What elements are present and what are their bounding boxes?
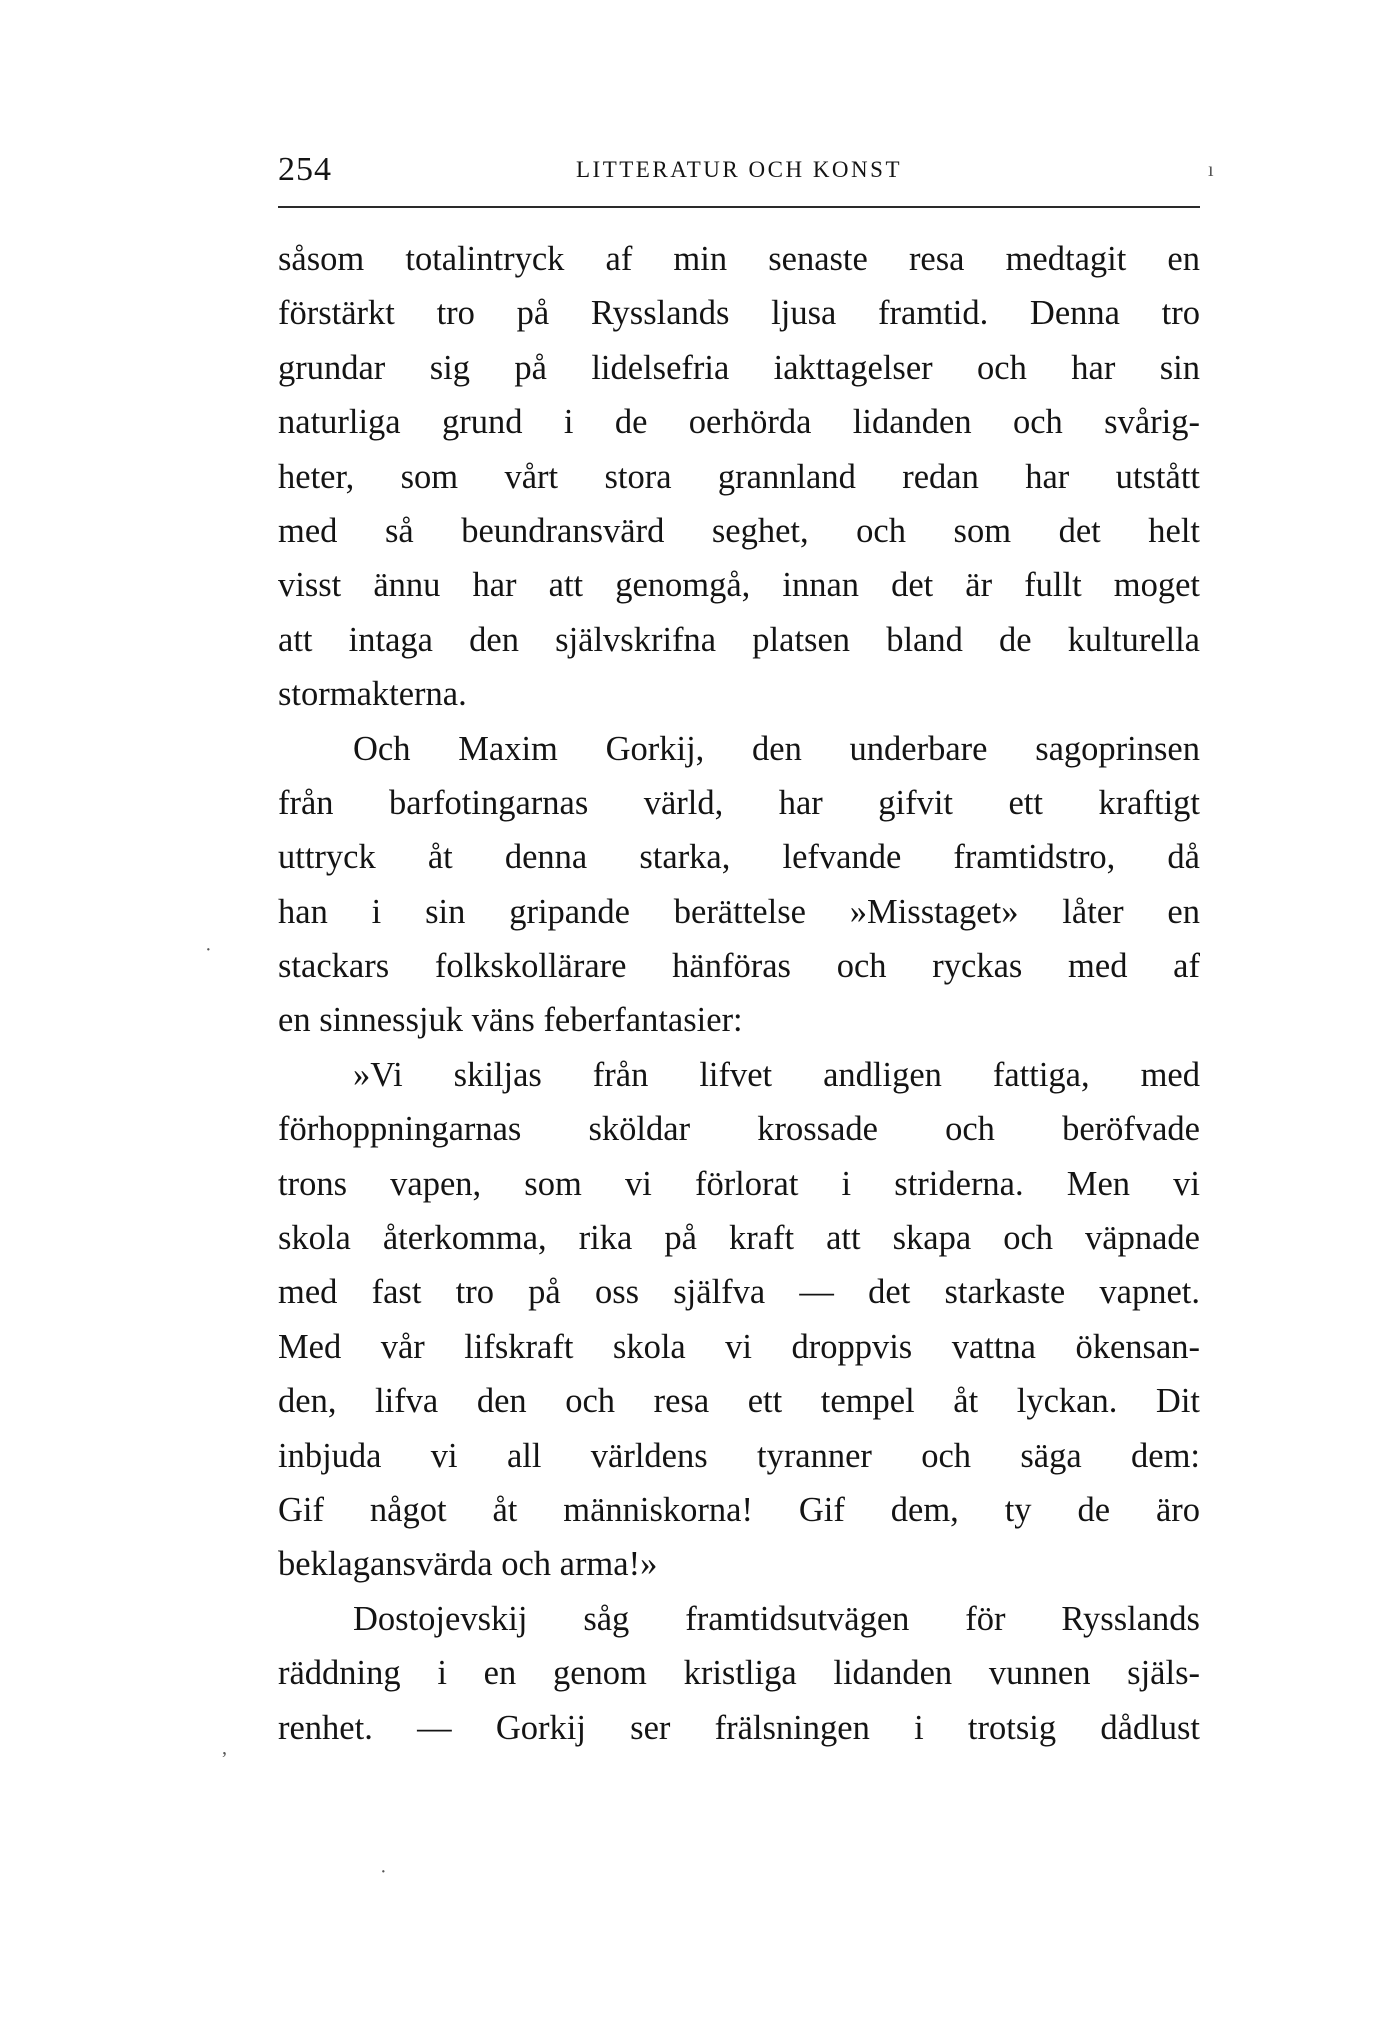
text-line: inbjuda vi all världens tyranner och säga dem: xyxy=(278,1436,1200,1475)
text-line: med fast tro på oss själfva — det starkaste vapnet. xyxy=(278,1273,1200,1312)
text-line: Med vår lifskraft skola vi droppvis vattna ökensan- xyxy=(278,1327,1200,1366)
paragraph-3-quotation xyxy=(278,1048,1200,1592)
text-line: trons vapen, som vi förlorat i striderna. Men vi xyxy=(278,1164,1200,1203)
text-line: med så beundransvärd seghet, och som det helt xyxy=(278,511,1200,550)
text-line: beklagansvärda och arma!» xyxy=(278,1545,658,1584)
paragraph-1 xyxy=(278,232,1200,722)
text-line: heter, som vårt stora grannland redan har utstått xyxy=(278,457,1200,496)
margin-speck: · xyxy=(380,1861,387,1883)
text-line: Dostojevskij såg framtidsutvägen för Rysslands xyxy=(353,1599,1200,1638)
text-line: förhoppningarnas sköldar krossade och beröfvade xyxy=(278,1110,1200,1149)
text-line: skola återkomma, rika på kraft att skapa och väpnade xyxy=(278,1219,1200,1258)
text-line: den, lifva den och resa ett tempel åt lyckan. Dit xyxy=(278,1382,1200,1421)
text-line: visst ännu har att genomgå, innan det är fullt moget xyxy=(278,566,1200,605)
text-line: Och Maxim Gorkij, den underbare sagoprinsen xyxy=(353,729,1200,768)
running-head xyxy=(278,148,1200,192)
text-line: uttryck åt denna starka, lefvande framtidstro, då xyxy=(278,838,1200,877)
margin-speck: · xyxy=(205,939,212,961)
text-line: från barfotingarnas värld, har gifvit ett kraftigt xyxy=(278,783,1200,822)
text-line: Gif något åt människorna! Gif dem, ty de äro xyxy=(278,1490,1200,1529)
body-text xyxy=(278,232,1200,1755)
paragraph-4 xyxy=(278,1592,1200,1755)
text-line: stackars folkskollärare hänföras och ryckas med af xyxy=(278,947,1200,986)
margin-speck: , xyxy=(222,1737,227,1759)
text-line: såsom totalintryck af min senaste resa medtagit en xyxy=(278,240,1200,278)
text-line: en sinnessjuk väns feberfantasier: xyxy=(278,1001,743,1040)
margin-speck: ı xyxy=(1208,159,1214,181)
header-rule xyxy=(278,206,1200,208)
text-line: förstärkt tro på Rysslands ljusa framtid. Denna tro xyxy=(278,294,1200,333)
text-line: räddning i en genom kristliga lidanden vunnen själs- xyxy=(278,1654,1200,1693)
paragraph-2 xyxy=(278,722,1200,1048)
text-line: att intaga den självskrifna platsen bland de kulturella xyxy=(278,620,1200,659)
text-line: »Vi skiljas från lifvet andligen fattiga, med xyxy=(353,1055,1200,1094)
text-line: stormakterna. xyxy=(278,675,467,714)
text-line: han i sin gripande berättelse »Misstaget» låter en xyxy=(278,892,1200,931)
text-line: naturliga grund i de oerhörda lidanden och svårig- xyxy=(278,403,1200,442)
text-line: grundar sig på lidelsefria iakttagelser och har sin xyxy=(278,348,1200,387)
text-line: renhet. — Gorkij ser frälsningen i trotsig dådlust xyxy=(278,1708,1200,1747)
running-title: LITTERATUR OCH KONST xyxy=(576,157,902,182)
page-number: 254 xyxy=(278,151,332,188)
